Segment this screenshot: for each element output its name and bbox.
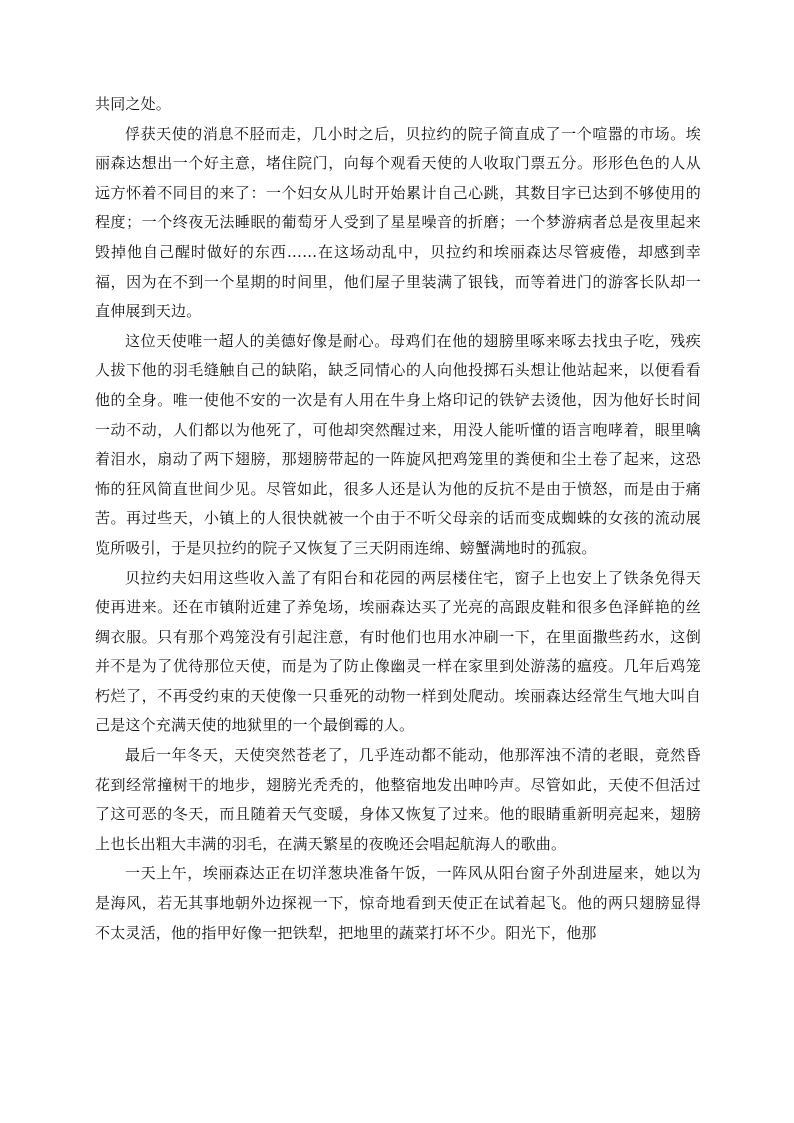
paragraph-6: 一天上午，埃丽森达正在切洋葱块准备午饭，一阵风从阳台窗子外刮进屋来，她以为是海风，若无其事地朝外边探视一下，惊奇地看到天使正在试着起飞。他的两只翅膀显得不太灵活，他的指甲好像一把铁犁，把地里的蔬菜打坏不少。阳光下，他那 <box>95 864 701 942</box>
paragraph-3: 这位天使唯一超人的美德好像是耐心。母鸡们在他的翅膀里啄来啄去找虫子吃，残疾人拔下他的羽毛缝触自己的缺陷，缺乏同情心的人向他投掷石头想让他站起来，以便看看他的全身。唯一使他不安的一次是有人用在牛身上烙印记的铁铲去烫他，因为他好长时间一动不动，人们都以为他死了，可他却突然醒过来，用没人能听懂的语言咆哮着，眼里噙着泪水，扇动了两下翅膀，那翅膀带起的一阵旋风把鸡笼里的粪便和尘土卷了起来，这恐怖的狂风简直世间少见。尽管如此，很多人还是认为他的反抗不是由于愤怒，而是由于痛苦。再过些天，小镇上的人很快就被一个由于不听父母亲的话而变成蜘蛛的女孩的流动展览所吸引，于是贝拉约的院子又恢复了三天阴雨连绵、螃蟹满地时的孤寂。 <box>95 331 701 557</box>
body-text <box>95 90 701 948</box>
paragraph-2: 俘获天使的消息不胫而走，几小时之后，贝拉约的院子简直成了一个喧嚣的市场。埃丽森达想出一个好主意，堵住院门，向每个观看天使的人收取门票五分。形形色色的人从远方怀着不同目的来了：一个妇女从儿时开始累计自己心跳，其数目字已达到不够使用的程度；一个终夜无法睡眠的葡萄牙人受到了星星噪音的折磨；一个梦游病者总是夜里起来毁掉他自己醒时做好的东西……在这场动乱中，贝拉约和埃丽森达尽管疲倦，却感到幸福，因为在不到一个星期的时间里，他们屋子里装满了银钱，而等着进门的游客长队却一直伸展到天边。 <box>95 124 701 321</box>
paragraph-5: 最后一年冬天，天使突然苍老了，几乎连动都不能动，他那浑浊不清的老眼，竟然昏花到经常撞树干的地步，翅膀光秃秃的，他整宿地发出呻吟声。尽管如此，天使不但活过了这可恶的冬天，而且随着天气变暖，身体又恢复了过来。他的眼睛重新明亮起来，翅膀上也长出粗大丰满的羽毛，在满天繁星的夜晚还会唱起航海人的歌曲。 <box>95 746 701 853</box>
paragraph-4: 贝拉约夫妇用这些收入盖了有阳台和花园的两层楼住宅，窗子上也安上了铁条免得天使再进来。还在市镇附近建了养兔场，埃丽森达买了光亮的高跟皮鞋和很多色泽鲜艳的丝绸衣服。只有那个鸡笼没有引起注意，有时他们也用水冲刷一下，在里面撒些药水，这倒并不是为了优待那位天使，而是为了防止像幽灵一样在家里到处游荡的瘟疫。几年后鸡笼朽烂了，不再受约束的天使像一只垂死的动物一样到处爬动。埃丽森达经常生气地大叫自己是这个充满天使的地狱里的一个最倒霉的人。 <box>95 568 701 735</box>
paragraph-1: 共同之处。 <box>95 95 172 113</box>
